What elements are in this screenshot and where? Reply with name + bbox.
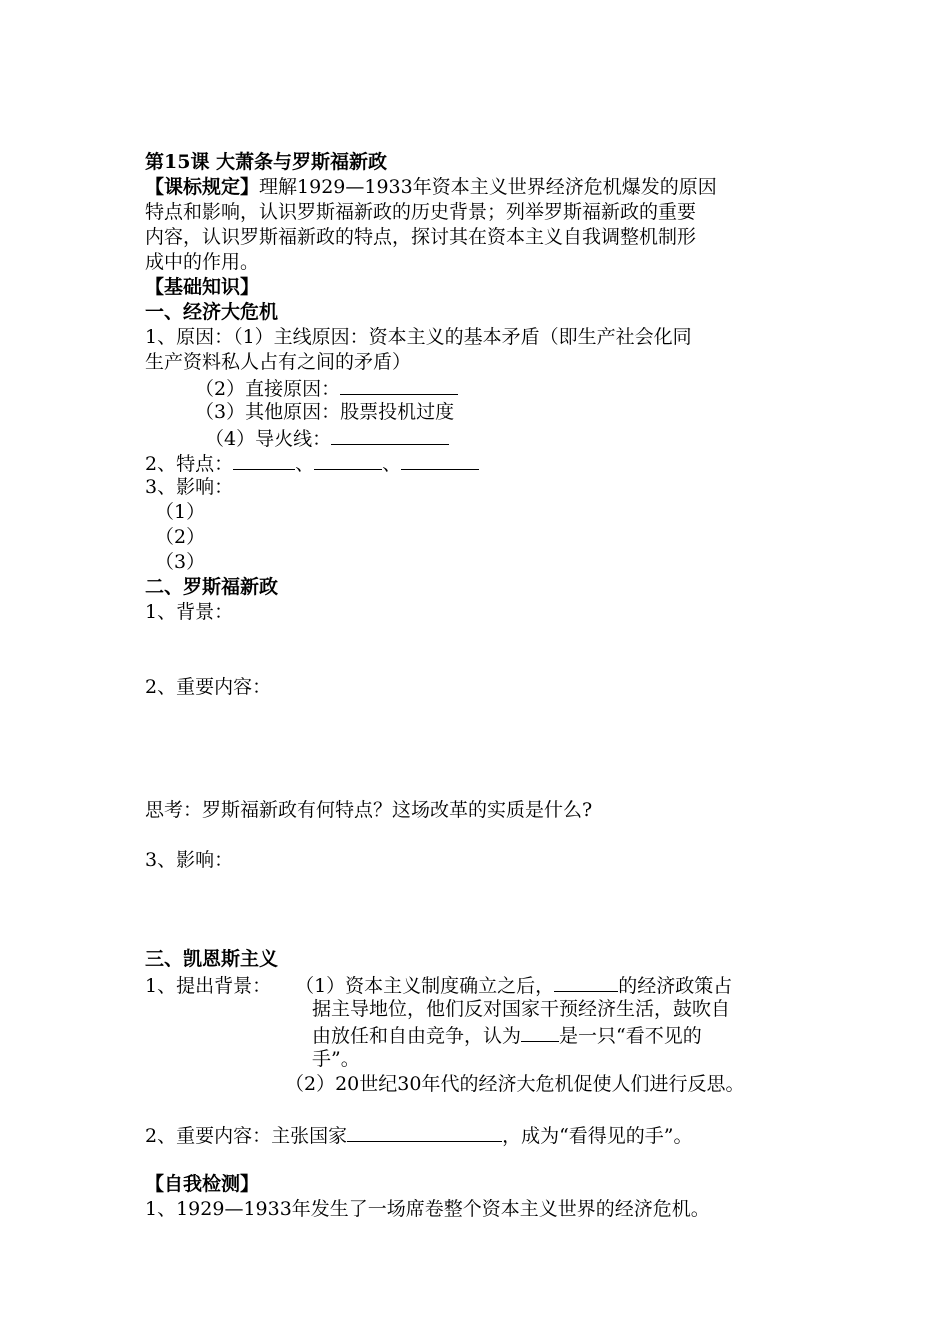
basics-heading: 【基础知识】 bbox=[145, 276, 260, 298]
cause-direct-label: （2）直接原因： bbox=[195, 378, 341, 400]
fill-blank[interactable] bbox=[331, 425, 449, 445]
section3-heading: 三、凯恩斯主义 bbox=[145, 948, 279, 970]
standard-label: 【课标规定】 bbox=[145, 176, 260, 198]
features-label: 2、特点： bbox=[145, 453, 234, 475]
keynes-bg-line-4: 手”。 bbox=[312, 1048, 360, 1070]
cause-trigger-label: （4）导火线： bbox=[205, 428, 332, 450]
keynes-content-b: ，成为“看得见的手”。 bbox=[502, 1125, 693, 1147]
fill-blank[interactable] bbox=[233, 450, 295, 470]
keynes-content-a: 2、重要内容：主张国家 bbox=[145, 1125, 348, 1147]
fill-blank[interactable] bbox=[401, 450, 479, 470]
standard-line-2: 特点和影响，认识罗斯福新政的历史背景；列举罗斯福新政的重要 bbox=[145, 201, 697, 223]
keynes-bg-line-3 bbox=[312, 1022, 702, 1048]
think-question: 思考：罗斯福新政有何特点？这场改革的实质是什么? bbox=[145, 799, 593, 821]
keynes-bg-1a: （1）资本主义制度确立之后， bbox=[295, 975, 555, 997]
fill-blank[interactable] bbox=[554, 972, 618, 992]
standard-line-1 bbox=[145, 175, 717, 199]
keynes-bg-label: 1、提出背景： bbox=[145, 975, 272, 997]
impact-item: （3） bbox=[155, 551, 206, 573]
section1-heading: 一、经济大危机 bbox=[145, 301, 279, 323]
keynes-bg-3a: 由放任和自由竞争，认为 bbox=[312, 1025, 522, 1047]
keynes-bg-2: （2）20世纪30年代的经济大危机促使人们进行反思。 bbox=[285, 1073, 745, 1095]
fill-blank[interactable] bbox=[340, 375, 458, 395]
separator: 、 bbox=[295, 453, 315, 475]
self-check-q1: 1、1929—1933年发生了一场席卷整个资本主义世界的经济危机。 bbox=[145, 1198, 710, 1220]
self-check-heading: 【自我检测】 bbox=[145, 1173, 260, 1195]
cause-line-2: 生产资料私人占有之间的矛盾） bbox=[145, 351, 412, 373]
features-line bbox=[145, 450, 479, 476]
cause-other: （3）其他原因：股票投机过度 bbox=[195, 401, 455, 423]
cause-line-1: 1、原因：（1）主线原因：资本主义的基本矛盾（即生产社会化同 bbox=[145, 326, 692, 348]
impact-item: （2） bbox=[155, 526, 206, 548]
cause-trigger bbox=[205, 425, 449, 451]
standard-line-3: 内容，认识罗斯福新政的特点，探讨其在资本主义自我调整机制形 bbox=[145, 226, 697, 248]
newdeal-impact: 3、影响： bbox=[145, 849, 234, 871]
fill-blank[interactable] bbox=[314, 450, 382, 470]
fill-blank[interactable] bbox=[347, 1122, 502, 1142]
impact-item: （1） bbox=[155, 501, 206, 523]
newdeal-background: 1、背景： bbox=[145, 601, 234, 623]
separator: 、 bbox=[382, 453, 402, 475]
standard-line-4: 成中的作用。 bbox=[145, 251, 260, 273]
cause-direct bbox=[195, 375, 458, 401]
keynes-bg-3b: 是一只“看不见的 bbox=[559, 1025, 702, 1047]
newdeal-content: 2、重要内容： bbox=[145, 676, 272, 698]
standard-text-1: 理解1929—1933年资本主义世界经济危机爆发的原因 bbox=[259, 176, 717, 198]
lesson-title: 第15课 大萧条与罗斯福新政 bbox=[145, 151, 388, 173]
keynes-bg-line-1 bbox=[145, 972, 732, 998]
keynes-content bbox=[145, 1122, 693, 1148]
fill-blank[interactable] bbox=[521, 1022, 559, 1042]
impact-label: 3、影响： bbox=[145, 476, 234, 498]
section2-heading: 二、罗斯福新政 bbox=[145, 576, 279, 598]
keynes-bg-line-2: 据主导地位，他们反对国家干预经济生活，鼓吹自 bbox=[312, 998, 731, 1020]
keynes-bg-1b: 的经济政策占 bbox=[618, 975, 733, 997]
